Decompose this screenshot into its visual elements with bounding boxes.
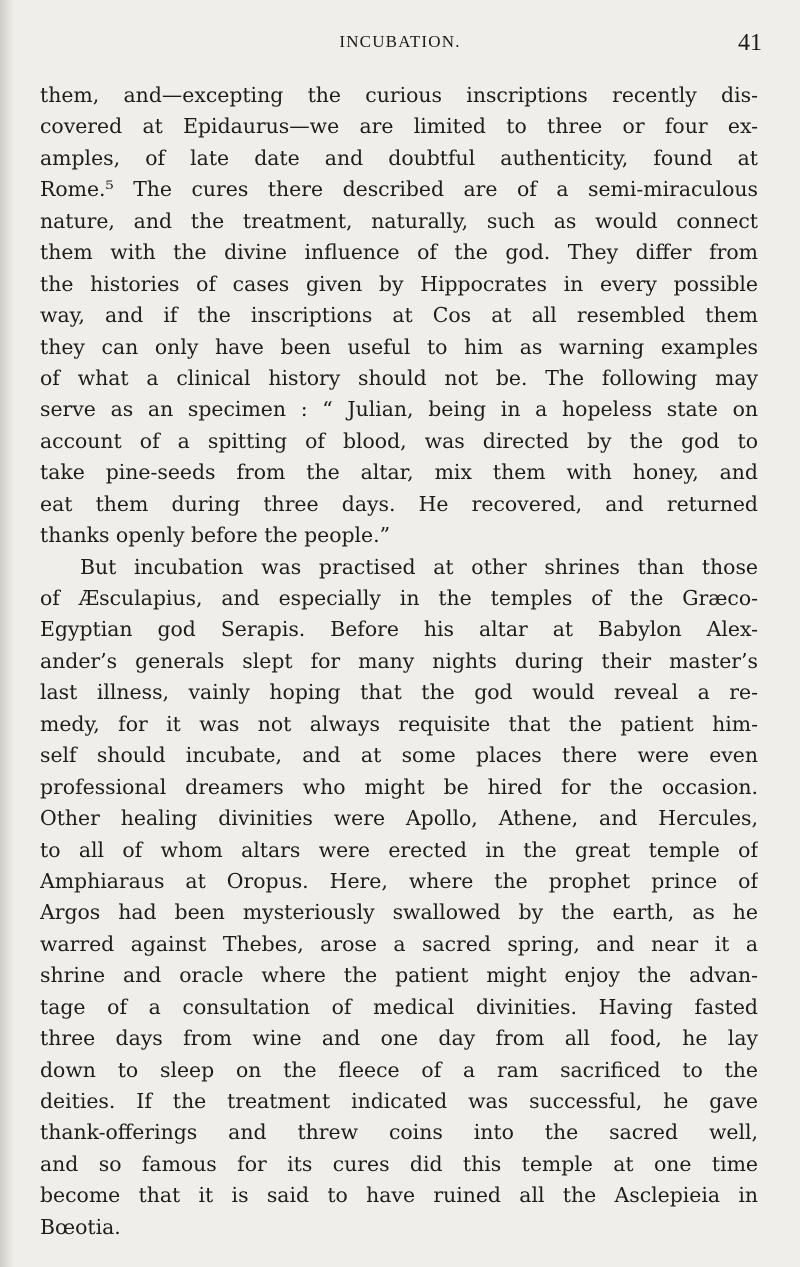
text-line: serve as an specimen : “ Julian, being in a hopeless state on (40, 397, 758, 422)
text-line: of Æsculapius, and especially in the temples of the Græco- (40, 586, 758, 610)
text-line: self should incubate, and at some places there were even (40, 743, 758, 768)
paragraph-2 (40, 552, 758, 1244)
text-line: to all of whom altars were erected in the great temple of (40, 837, 758, 862)
text-line: Other healing divinities were Apollo, Athene, and Hercules, (40, 806, 758, 831)
text-line: But incubation was practised at other shrines than those (80, 554, 758, 579)
text-line: take pine-seeds from the altar, mix them with honey, and (40, 460, 758, 485)
text-line: tage of a consultation of medical divinities. Having fasted (40, 994, 758, 1019)
text-line: deities. If the treatment indicated was successful, he gave (40, 1089, 758, 1113)
text-line: last illness, vainly hoping that the god would reveal a re- (40, 680, 758, 705)
text-line: professional dreamers who might be hired for the occasion. (40, 774, 758, 799)
text-line: the histories of cases given by Hippocrates in every possible (40, 271, 758, 296)
paragraph-1 (40, 80, 758, 552)
text-line: three days from wine and one day from all food, he lay (40, 1026, 758, 1051)
text-line: they can only have been useful to him as warning examples (40, 334, 758, 359)
text-line: medy, for it was not always requisite that the patient him- (40, 711, 758, 736)
text-line: Bœotia. (40, 1214, 121, 1239)
running-head (0, 30, 800, 64)
text-line: amples, of late date and doubtful authenticity, found at (40, 145, 758, 170)
text-line: eat them during three days. He recovered, and returned (40, 491, 758, 516)
text-line: Rome.⁵ The cures there described are of a semi-miraculous (40, 177, 758, 202)
text-line: covered at Epidaurus—we are limited to three or four ex- (40, 114, 758, 139)
text-line: ander’s generals slept for many nights during their master’s (40, 648, 758, 673)
text-line: shrine and oracle where the patient might enjoy the advan- (40, 963, 758, 988)
text-line: warred against Thebes, arose a sacred spring, and near it a (40, 931, 758, 956)
text-line: way, and if the inscriptions at Cos at all resembled them (40, 303, 758, 328)
page-number: 41 (738, 30, 762, 56)
text-line: Egyptian god Serapis. Before his altar at Babylon Alex- (40, 617, 758, 642)
text-line: nature, and the treatment, naturally, such as would connect (40, 208, 758, 233)
text-line: account of a spitting of blood, was directed by the god to (40, 428, 758, 453)
page-gutter-shadow (0, 0, 14, 1267)
text-line: of what a clinical history should not be. The following may (40, 365, 758, 390)
text-line: them with the divine influence of the god. They differ from (40, 240, 758, 265)
text-line: thank-offerings and threw coins into the sacred well, (40, 1120, 758, 1145)
body-text (40, 80, 758, 1243)
text-line: and so famous for its cures did this temple at one time (40, 1151, 758, 1176)
text-line: Amphiaraus at Oropus. Here, where the prophet prince of (40, 868, 758, 893)
running-title: INCUBATION. (339, 32, 461, 51)
text-line: down to sleep on the fleece of a ram sacrificed to the (40, 1057, 758, 1082)
text-line: Argos had been mysteriously swallowed by the earth, as he (40, 900, 758, 925)
text-line: them, and—excepting the curious inscriptions recently dis- (40, 83, 758, 107)
text-line: become that it is said to have ruined all the Asclepieia in (40, 1183, 758, 1208)
text-line: thanks openly before the people.” (40, 523, 391, 548)
